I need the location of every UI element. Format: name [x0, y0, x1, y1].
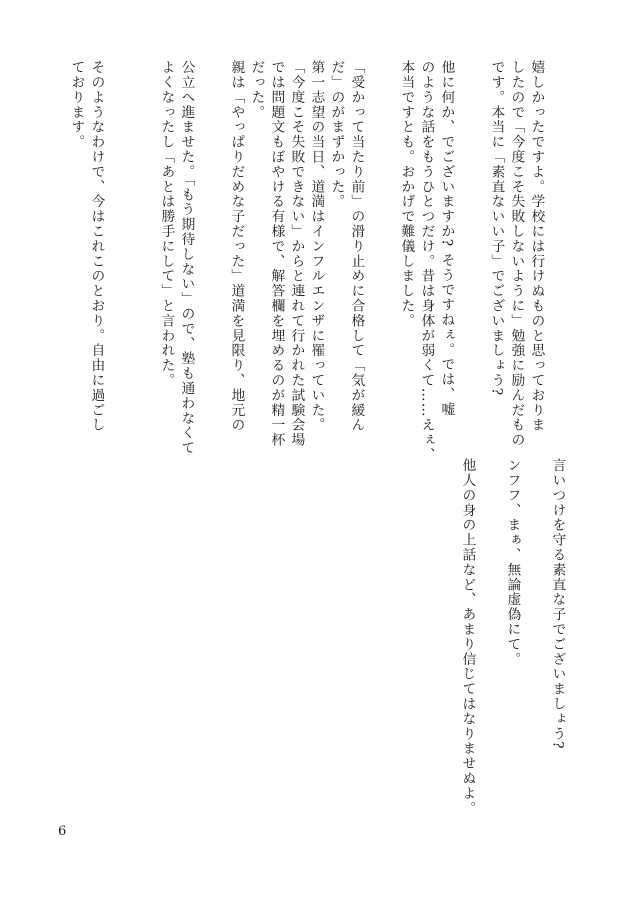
page-number: 6 [58, 824, 67, 839]
text-column: です。本当に「素直ないい子」でございましょう? [488, 60, 505, 397]
text-column: 他に何か、でございますか? そうですねぇ。では、嘘 [438, 60, 455, 417]
text-column-lower: 言いつけを守る素直な子でございましょう? [549, 458, 566, 750]
text-column-lower: 他人の身の上話など、あまり信じてはなりませぬよ。 [459, 458, 476, 816]
text-column: ております。 [68, 60, 85, 150]
text-column: のような話をもうひとつだけ。昔は身体が弱くて……えぇ、 [418, 60, 435, 463]
text-column: そのようなわけで、今はこれこのとおり。自由に過ごし [88, 60, 105, 433]
text-column: 第一志望の当日、道満はインフルエンザに罹っていた。 [308, 60, 325, 433]
text-column: 親は「やっぱりだめな子だった」道満を見限り、地元の [228, 60, 245, 433]
text-column: だった。 [248, 60, 265, 120]
text-column: 公立へ進ませた。「もう期待しない」ので、塾も通わなくて [178, 60, 195, 456]
text-column: 嬉しかったですよ。学校には行けぬものと思っておりま [528, 60, 545, 433]
text-column-lower: ンフフ、まぁ、無論虚偽にて。 [504, 458, 521, 667]
text-column: では問題文もぼやける有様で、解答欄を埋めるのが精一杯 [268, 60, 285, 448]
text-column: よくなったし「あとは勝手にして」と言われた。 [158, 60, 175, 388]
text-column: 「今度こそ失敗できない」からと連れて行かれた試験会場 [288, 60, 305, 448]
text-column: 「受かって当たり前」の滑り止めに合格して「気が緩ん [348, 60, 365, 433]
text-column: 本当ですとも。おかげで難儀しました。 [398, 60, 415, 329]
text-column: したので「今度こそ失敗しないように」勉強に励んだもの [508, 60, 525, 448]
text-column: だ」のがまずかった。 [328, 60, 345, 209]
